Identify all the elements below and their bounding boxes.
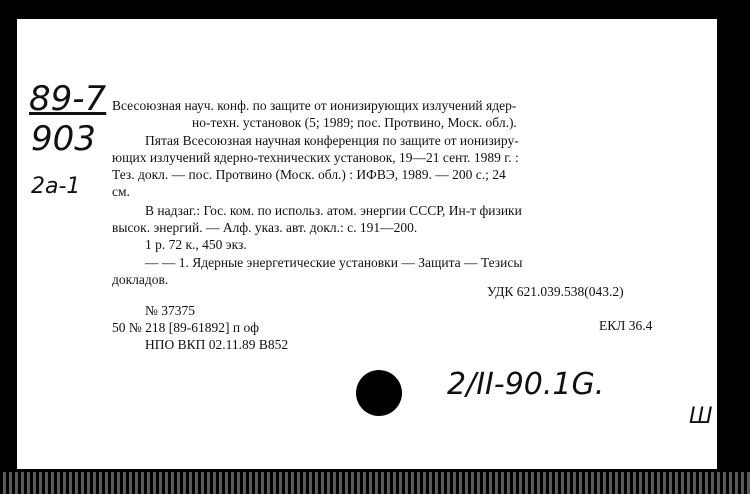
record-number: № 37375	[145, 303, 196, 318]
publisher-line: НПО ВКП 02.11.89 В852	[145, 337, 289, 352]
title-line-1: Всесоюзная науч. конф. по защите от ионизирующих излучений ядер-	[112, 98, 517, 113]
note-line-1: В надзаг.: Гос. ком. по использ. атом. энергии СССР, Ин-т физики	[145, 203, 522, 218]
price-line: 1 р. 72 к., 450 экз.	[145, 237, 247, 252]
subject-line-1: — — 1. Ядерные энергетические установки — Защита — Тезисы	[145, 255, 523, 270]
scan-edge-strip	[0, 472, 750, 494]
order-line: 50 № 218 [89-61892] п оф	[112, 320, 259, 335]
punch-hole	[356, 370, 402, 416]
handwritten-side-mark: 2a-1	[31, 174, 81, 199]
handwritten-top-number: 89-7	[29, 79, 107, 119]
body-line-2: ющих излучений ядерно-технических установок, 19—21 сент. 1989 г. :	[112, 150, 519, 165]
body-line-1: Пятая Всесоюзная научная конференция по защите от ионизиру-	[145, 133, 519, 148]
ekl-code: ЕКЛ 36.4	[599, 318, 653, 333]
udc-code: УДК 621.039.538(043.2)	[487, 284, 624, 299]
note-line-2: высок. энергий. — Алф. указ. авт. докл.: с. 191—200.	[112, 220, 418, 235]
body-line-3: Тез. докл. — пос. Протвино (Моск. обл.) : ИФВЭ, 1989. — 200 с.; 24	[112, 167, 506, 182]
handwritten-date-note: 2/II-90.1G.	[447, 367, 605, 402]
handwritten-bottom-number: 903	[31, 119, 96, 159]
body-line-4: см.	[112, 184, 130, 199]
subject-line-2: докладов.	[112, 272, 169, 287]
handwritten-corner-mark: Ш	[689, 404, 713, 429]
title-line-2: но-техн. установок (5; 1989; пос. Протвино, Моск. обл.).	[192, 115, 517, 130]
